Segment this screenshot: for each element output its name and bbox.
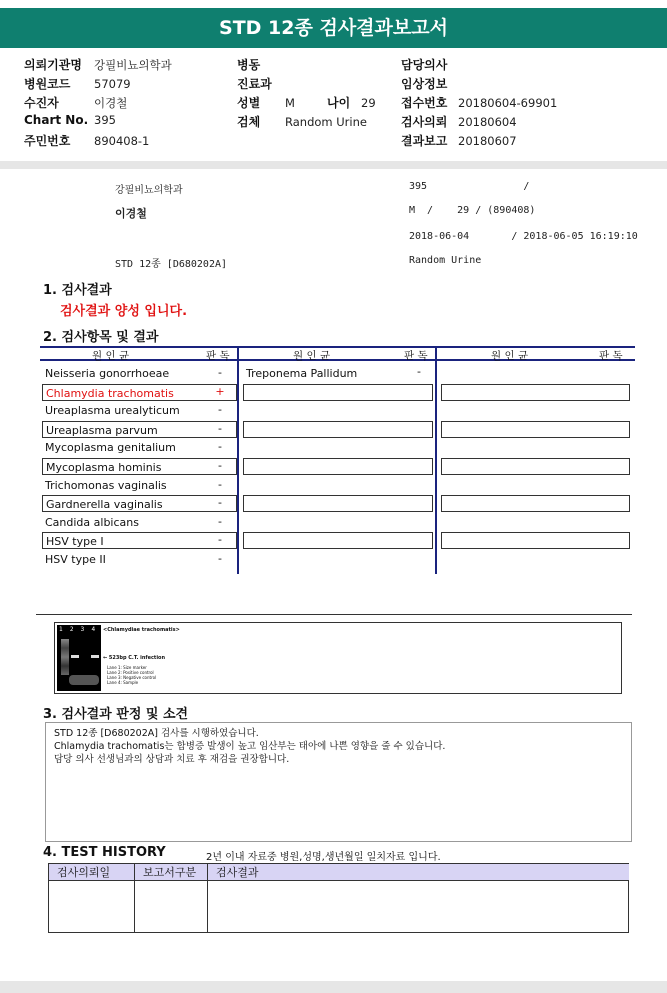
table-row xyxy=(42,439,237,456)
empty-result-box xyxy=(441,421,630,438)
page-dates: 2018-06-04 / 2018-06-05 16:19:10 xyxy=(409,231,638,242)
organism-name: Mycoplasma genitalium xyxy=(45,441,176,455)
table-row xyxy=(42,532,237,549)
empty-result-box xyxy=(243,458,433,475)
label-age: 나이 xyxy=(327,96,351,110)
header-separator xyxy=(0,161,667,169)
history-table xyxy=(48,863,629,933)
label-request-date: 검사의뢰 xyxy=(401,115,448,129)
organism-name: Mycoplasma hominis xyxy=(46,461,162,474)
gel-band xyxy=(91,655,99,658)
gel-legend-line: Lane 3: Negative control xyxy=(107,675,157,680)
label-hospital-code: 병원코드 xyxy=(24,77,71,91)
organism-name: Chlamydia trachomatis xyxy=(46,386,174,400)
label-report-date: 결과보고 xyxy=(401,134,448,148)
label-ward: 병동 xyxy=(237,58,261,72)
table-row xyxy=(42,458,237,475)
organism-result: - xyxy=(417,365,421,378)
page-hospital: 강필비뇨의학과 xyxy=(115,185,183,196)
organism-name: Neisseria gonorrhoeae xyxy=(45,367,170,380)
organism-result: - xyxy=(218,421,222,435)
report-title: STD 12종 검사결과보고서 xyxy=(0,8,667,48)
organism-result: - xyxy=(218,496,222,510)
organism-name: Ureaplasma parvum xyxy=(46,423,158,437)
organism-result: + xyxy=(215,384,225,398)
value-resident-no: 890408-1 xyxy=(94,134,150,148)
gel-band xyxy=(69,675,99,685)
empty-result-box xyxy=(243,495,433,512)
value-report-date: 20180607 xyxy=(458,134,517,148)
gel-image xyxy=(57,625,101,691)
section4-title: 4. TEST HISTORY xyxy=(43,845,166,860)
header-col1 xyxy=(24,56,172,151)
organism-name: Gardnerella vaginalis xyxy=(46,498,163,512)
col-judge-label: 판 독 xyxy=(404,350,428,362)
value-patient: 이경철 xyxy=(94,96,128,110)
label-hospital: 의뢰기관명 xyxy=(24,58,82,72)
gel-image-panel xyxy=(54,622,622,694)
page-specimen: Random Urine xyxy=(409,255,482,266)
table-row xyxy=(42,495,237,512)
gel-legend-line: Lane 1: Size marker xyxy=(107,665,147,670)
section1-title: 1. 검사결과 xyxy=(43,283,112,298)
section3-title: 3. 검사결과 판정 및 소견 xyxy=(43,707,189,722)
empty-result-box xyxy=(441,458,630,475)
table-row xyxy=(42,514,237,531)
results-header-col1 xyxy=(40,346,238,361)
header-col2 xyxy=(237,56,376,132)
label-patient: 수진자 xyxy=(24,96,59,110)
label-resident-no: 주민번호 xyxy=(24,134,71,148)
organism-result: - xyxy=(218,440,222,454)
col-judge-label: 판 독 xyxy=(599,350,623,362)
value-receipt-no: 20180604-69901 xyxy=(458,96,558,110)
section2-title: 2. 검사항목 및 결과 xyxy=(43,330,159,345)
organism-result: - xyxy=(218,514,222,528)
header-col3 xyxy=(401,56,557,151)
label-chart-no: Chart No. xyxy=(24,113,89,127)
organism-name: HSV type II xyxy=(45,553,106,566)
value-age: 29 xyxy=(361,96,376,110)
empty-result-box xyxy=(243,532,433,549)
value-sex: M xyxy=(285,96,295,110)
label-receipt-no: 접수번호 xyxy=(401,96,448,110)
history-header-result: 검사결과 xyxy=(208,864,629,881)
value-chart-no: 395 xyxy=(94,113,116,127)
organism-name: Ureaplasma urealyticum xyxy=(45,404,180,418)
table-row xyxy=(42,365,237,382)
label-sex: 성별 xyxy=(237,96,261,110)
value-specimen: Random Urine xyxy=(285,115,367,129)
organism-result: - xyxy=(218,459,222,472)
organism-name: Trichomonas vaginalis xyxy=(45,478,167,492)
label-doctor: 담당의사 xyxy=(401,58,448,72)
gel-legend-line: Lane 4: Sample xyxy=(107,680,139,685)
gel-title: <Chlamydiae trachomatis> xyxy=(103,627,180,633)
empty-result-box xyxy=(441,532,630,549)
table-row xyxy=(42,551,237,568)
organism-result: - xyxy=(218,403,222,417)
gel-band xyxy=(71,655,79,658)
gel-band xyxy=(61,639,69,675)
table-row xyxy=(42,402,237,419)
value-request-date: 20180604 xyxy=(458,115,517,129)
bottom-bar xyxy=(0,981,667,993)
table-row xyxy=(42,384,237,401)
section4-note: 2년 이내 자료중 병원,성명,생년월일 일치자료 입니다. xyxy=(206,852,441,863)
summary-line: Chlamydia trachomatis는 합병증 발생이 높고 임산부는 태아에 나쁜 영향을 줄 수 있습니다. xyxy=(54,741,446,752)
table-row xyxy=(42,421,237,438)
label-clinical-info: 임상정보 xyxy=(401,77,448,91)
page-test-code: STD 12종 [D680202A] xyxy=(115,259,228,270)
label-specimen: 검체 xyxy=(237,115,261,129)
empty-result-box xyxy=(243,421,433,438)
col-organism-label: 원 인 균 xyxy=(92,350,130,362)
organism-result: - xyxy=(218,366,222,379)
history-header-request-date: 검사의뢰일 xyxy=(49,864,135,881)
history-col-divider xyxy=(134,881,135,933)
col-organism-label: 원 인 균 xyxy=(293,350,331,362)
organism-result: - xyxy=(218,477,222,491)
page-patient: 이경철 xyxy=(115,207,147,220)
organism-name: Candida albicans xyxy=(45,515,139,529)
col-organism-label: 원 인 균 xyxy=(491,350,529,362)
value-hospital-code: 57079 xyxy=(94,77,131,91)
empty-result-box xyxy=(243,384,433,401)
section1-result: 검사결과 양성 입니다. xyxy=(60,304,188,319)
divider-line xyxy=(36,614,632,615)
organism-result: - xyxy=(218,533,222,547)
organism-name: Treponema Pallidum xyxy=(246,367,358,380)
gel-band-label: ← 523bp C.T. infection xyxy=(103,655,166,661)
summary-line: STD 12종 [D680202A] 검사를 시행하였습니다. xyxy=(54,728,259,739)
gel-legend-line: Lane 2: Positive control xyxy=(107,670,154,675)
organism-result: - xyxy=(218,552,222,565)
column-divider xyxy=(237,346,239,574)
empty-result-box xyxy=(441,384,630,401)
summary-line: 담당 의사 선생님과의 상담과 치료 후 재검을 권장합니다. xyxy=(54,754,290,765)
value-hospital: 강필비뇨의학과 xyxy=(94,58,172,72)
gel-lane-numbers: 1 2 3 4 xyxy=(59,626,96,633)
table-row xyxy=(42,477,237,494)
page-chart: 395 / xyxy=(409,181,530,192)
page-sex-age: M / 29 / (890408) xyxy=(409,205,536,216)
table-row xyxy=(246,365,436,382)
history-header-report-type: 보고서구분 xyxy=(135,864,208,881)
results-header-col3 xyxy=(436,346,635,361)
label-department: 진료과 xyxy=(237,77,272,91)
summary-box xyxy=(45,722,632,842)
history-col-divider xyxy=(207,881,208,933)
col-judge-label: 판 독 xyxy=(206,350,230,362)
gel-legend xyxy=(107,665,156,685)
results-header-col2 xyxy=(238,346,436,361)
empty-result-box xyxy=(441,495,630,512)
organism-name: HSV type I xyxy=(46,535,104,549)
